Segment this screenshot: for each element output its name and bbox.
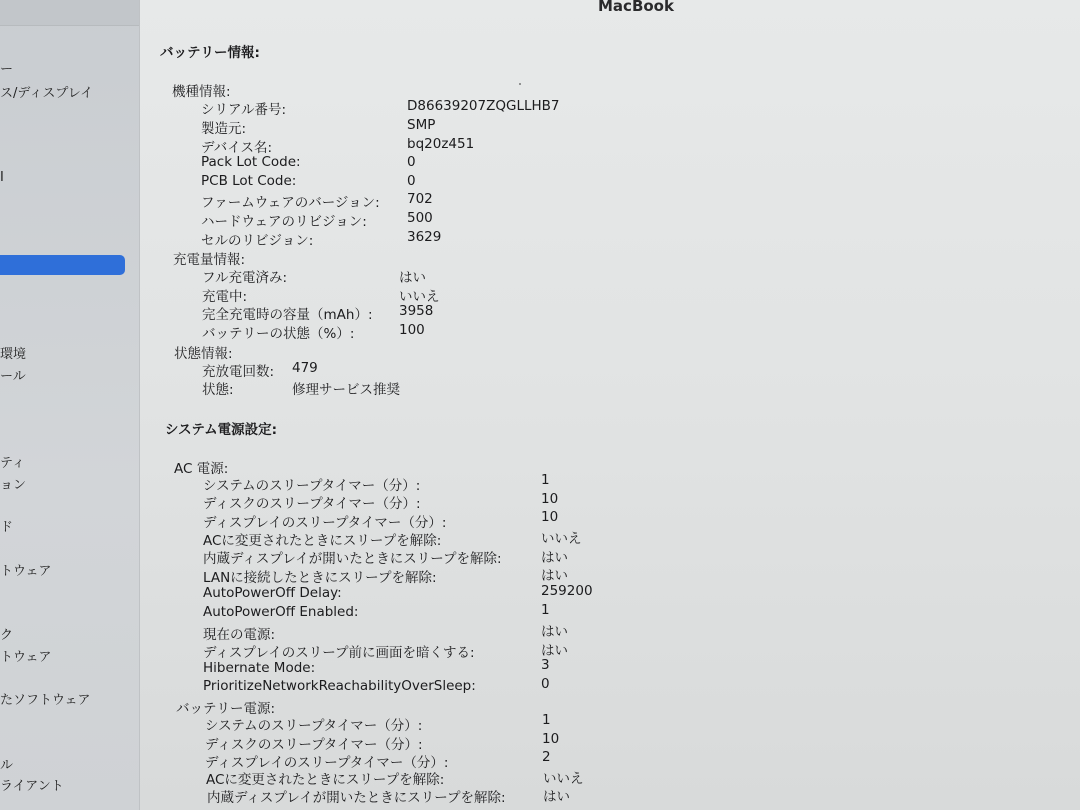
row-value: いいえ: [541, 531, 582, 547]
row-label: 充電中:: [202, 289, 248, 305]
row-label: ディスプレイのスリープタイマー（分）:: [203, 515, 447, 531]
sidebar-item-software[interactable]: トウェア: [0, 564, 52, 579]
health-info-heading: 状態情報:: [174, 346, 233, 362]
row-value: 修理サービス推奨: [292, 382, 400, 398]
row-label: 製造元:: [201, 121, 247, 137]
row-label: ディスクのスリープタイマー（分）:: [205, 737, 423, 753]
row-label: PrioritizeNetworkReachabilityOverSleep:: [203, 678, 476, 694]
row-label: ファームウェアのバージョン:: [201, 195, 380, 211]
row-value: はい: [541, 568, 568, 584]
row-value: 259200: [541, 583, 593, 599]
sidebar-item[interactable]: ティ: [0, 456, 25, 471]
sidebar-item[interactable]: I: [0, 170, 4, 185]
row-label: セルのリビジョン:: [201, 233, 314, 249]
row-value: 3629: [407, 229, 442, 245]
sidebar-header: [0, 0, 140, 26]
row-label: AutoPowerOff Delay:: [203, 585, 342, 601]
row-label: ディスクのスリープタイマー（分）:: [203, 496, 421, 512]
row-value: D86639207ZQGLLHB7: [407, 98, 560, 114]
row-value: はい: [541, 643, 568, 659]
row-value: 3958: [399, 303, 434, 319]
row-value: 1: [541, 602, 550, 618]
row-label: 完全充電時の容量（mAh）:: [202, 307, 373, 323]
row-label: 充放電回数:: [202, 364, 275, 380]
row-value: 10: [541, 509, 559, 525]
row-value: bq20z451: [407, 136, 475, 152]
sidebar-item-installed-software[interactable]: たソフトウェア: [0, 693, 91, 708]
ac-power-heading: AC 電源:: [174, 461, 229, 477]
sidebar-item-client[interactable]: ライアント: [0, 779, 64, 794]
row-label: 現在の電源:: [203, 627, 276, 643]
sidebar-item-software[interactable]: トウェア: [0, 650, 52, 665]
charge-info-heading: 充電量情報:: [173, 252, 246, 268]
row-label: デバイス名:: [201, 140, 273, 156]
row-value: 2: [542, 749, 551, 765]
sidebar-item-environment[interactable]: 環境: [0, 347, 27, 362]
row-value: 479: [292, 360, 318, 376]
row-value: 0: [407, 173, 416, 189]
sidebar-item-display[interactable]: ス/ディスプレイ: [0, 86, 94, 101]
row-label: ディスプレイのスリープ前に画面を暗くする:: [203, 645, 475, 661]
row-label: ハードウェアのリビジョン:: [201, 214, 367, 230]
row-label: ACに変更されたときにスリープを解除:: [206, 772, 445, 788]
row-value: 702: [407, 191, 433, 207]
row-value: はい: [543, 789, 570, 805]
row-value: 100: [399, 322, 425, 338]
sidebar-item[interactable]: ョン: [0, 478, 27, 493]
row-label: フル充電済み:: [202, 270, 288, 286]
sidebar-item[interactable]: ール: [0, 369, 26, 384]
row-label: ACに変更されたときにスリープを解除:: [203, 533, 442, 549]
sidebar-selected-item[interactable]: [0, 255, 125, 275]
dust-speck: [519, 83, 521, 85]
sidebar-item[interactable]: ク: [0, 628, 14, 643]
row-value: 0: [541, 676, 550, 692]
row-label: 内蔵ディスプレイが開いたときにスリープを解除:: [207, 790, 506, 806]
row-value: 0: [407, 154, 416, 170]
row-value: SMP: [407, 117, 436, 133]
row-value: 3: [541, 657, 550, 673]
row-value: 1: [541, 472, 550, 488]
row-label: Hibernate Mode:: [203, 660, 316, 676]
power-settings-heading: システム電源設定:: [165, 422, 278, 438]
row-label: 内蔵ディスプレイが開いたときにスリープを解除:: [203, 551, 502, 567]
detail-pane: [140, 0, 1080, 810]
sidebar-item[interactable]: ド: [0, 520, 14, 535]
row-value: はい: [541, 624, 568, 640]
battery-power-heading: バッテリー電源:: [176, 701, 276, 717]
row-label: システムのスリープタイマー（分）:: [205, 718, 423, 734]
row-label: PCB Lot Code:: [201, 173, 297, 189]
row-label: Pack Lot Code:: [201, 154, 301, 170]
row-value: 10: [541, 491, 559, 507]
row-label: AutoPowerOff Enabled:: [203, 604, 359, 620]
battery-info-heading: バッテリー情報:: [160, 45, 260, 61]
model-info-heading: 機種情報:: [172, 84, 231, 100]
row-label: シリアル番号:: [201, 102, 287, 118]
row-value: 10: [542, 731, 560, 747]
row-label: システムのスリープタイマー（分）:: [203, 478, 421, 494]
row-label: 状態:: [202, 382, 234, 398]
sidebar: [0, 0, 140, 810]
row-label: LANに接続したときにスリープを解除:: [203, 570, 437, 586]
row-value: いいえ: [543, 771, 584, 787]
sidebar-item[interactable]: ー: [0, 62, 14, 77]
row-label: バッテリーの状態（%）:: [202, 326, 355, 342]
row-value: 1: [542, 712, 551, 728]
row-value: はい: [541, 550, 568, 566]
window-title: MacBook: [598, 0, 674, 15]
row-value: 500: [407, 210, 433, 226]
sidebar-item[interactable]: ル: [0, 758, 14, 773]
row-value: はい: [399, 270, 426, 286]
row-value: いいえ: [399, 289, 440, 305]
row-label: ディスプレイのスリープタイマー（分）:: [205, 755, 449, 771]
